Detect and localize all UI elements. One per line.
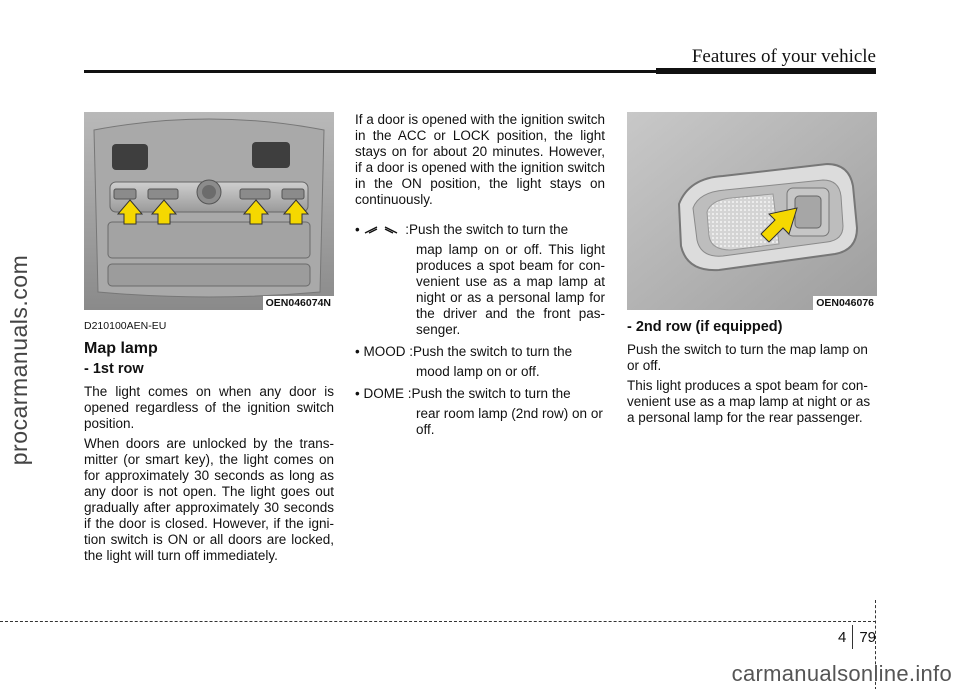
- bullet-key: • MOOD :: [355, 344, 413, 359]
- subsection-title-2nd-row: - 2nd row (if equipped): [627, 319, 783, 335]
- section-title: Map lamp: [84, 340, 158, 357]
- bullet-continuation: map lamp on or off. This light produces a spot beam for con-venient use as a map lamp at night or as a personal lamp for the driver and the front pas-senger.: [416, 242, 605, 337]
- bullet-text: Push the switch to turn the: [413, 344, 573, 359]
- paragraph: This light produces a spot beam for con-venient use as a map lamp at night or as a personal lamp for the rear passenger.: [627, 378, 871, 425]
- document-code: D210100AEN-EU: [84, 320, 167, 332]
- figure-front-overhead-console: [84, 112, 334, 310]
- map-lamp-icon: [363, 224, 401, 236]
- column-3: [627, 112, 877, 430]
- page-number: [838, 625, 876, 649]
- overhead-console-illustration: [84, 112, 334, 310]
- page-divider: [852, 625, 853, 649]
- switch-list: [355, 222, 605, 438]
- bullet-key: • DOME :: [355, 386, 412, 401]
- bullet-key: • :: [355, 222, 410, 237]
- header-title: Features of your vehicle: [691, 46, 876, 67]
- bullet-text: Push the switch to turn the: [411, 386, 571, 401]
- list-item-map-lamp: [355, 222, 605, 338]
- bullet-text: Push the switch to turn the: [409, 222, 569, 237]
- side-watermark: procarmanuals.com: [6, 254, 32, 466]
- figure-code: OEN046074N: [263, 296, 334, 310]
- rear-map-lamp-illustration: [627, 112, 877, 310]
- list-item-dome: [355, 386, 605, 438]
- bullet-continuation: rear room lamp (2nd row) on or off.: [416, 406, 603, 437]
- paragraph: Push the switch to turn the map lamp on or off.: [627, 342, 868, 373]
- paragraph: The light comes on when any door is opened regardless of the ignition switch position.: [84, 384, 334, 431]
- paragraph: When doors are unlocked by the trans-mitter (or smart key), the light comes on for approximately 30 seconds as long as any door is not open. The light goes out gradually after approximately 30 seconds if the door is closed. However, if the igni-tion switch is ON or all doors are locked, the light will turn off immediately.: [84, 436, 334, 563]
- bottom-watermark: carmanualsonline.info: [731, 661, 952, 686]
- chapter-number: 4: [837, 628, 847, 646]
- figure-code: OEN046076: [813, 296, 877, 310]
- figure-rear-map-lamp: [627, 112, 877, 310]
- header-rule-accent: [656, 68, 876, 74]
- column-1: [84, 112, 334, 568]
- list-item-mood: [355, 344, 605, 380]
- column-2: [355, 112, 605, 438]
- paragraph: If a door is opened with the ignition switch in the ACC or LOCK position, the light stays on for about 20 minutes. However, if a door is opened with the ignition switch in the ON position, the light stays on continuously.: [355, 112, 605, 207]
- footer-rule: [0, 621, 876, 622]
- bullet-continuation: mood lamp on or off.: [416, 364, 540, 379]
- page-number-value: 79: [859, 628, 876, 646]
- subsection-title-1st-row: - 1st row: [84, 361, 144, 377]
